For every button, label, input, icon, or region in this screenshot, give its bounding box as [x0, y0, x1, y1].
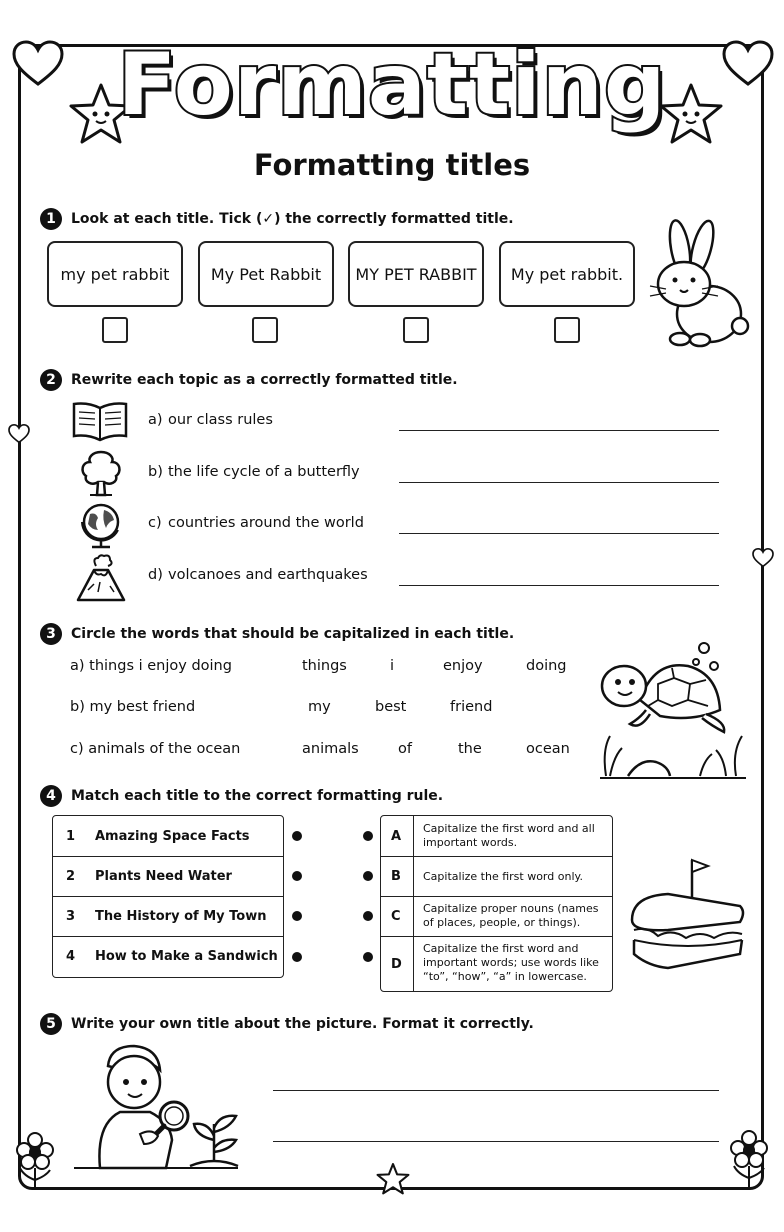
rabbit-icon: [644, 214, 748, 348]
circle-word[interactable]: i: [390, 658, 395, 674]
table-row: [381, 896, 612, 937]
circle-word[interactable]: doing: [526, 658, 567, 674]
turtle-icon: [596, 640, 746, 782]
volcano-icon: [74, 552, 128, 604]
tick-box[interactable]: [252, 317, 278, 343]
title-option: My Pet Rabbit: [198, 241, 334, 307]
section-number: 4: [40, 785, 62, 807]
topic-text: the life cycle of a butterfly: [168, 464, 360, 480]
match-number: 1: [66, 829, 76, 844]
match-dot[interactable]: [292, 871, 302, 881]
topic-text: countries around the world: [168, 515, 364, 531]
section-instruction: Match each title to the correct formatting rule.: [71, 788, 444, 804]
section-instruction: Circle the words that should be capitalized in each title.: [71, 626, 515, 642]
section-instruction: Write your own title about the picture. Format it correctly.: [71, 1016, 534, 1032]
section-number: 1: [40, 208, 62, 230]
tree-icon: [78, 448, 124, 498]
match-title: Plants Need Water: [95, 869, 232, 884]
match-dot[interactable]: [363, 952, 373, 962]
tick-box[interactable]: [102, 317, 128, 343]
circle-title: b) my best friend: [70, 699, 196, 715]
topic-label: b): [148, 464, 163, 480]
match-number: 3: [66, 909, 76, 924]
heart-icon: [8, 424, 30, 444]
match-dot[interactable]: [292, 911, 302, 921]
globe-icon: [78, 500, 124, 552]
write-title-line[interactable]: [273, 1090, 719, 1091]
table-row: [53, 896, 283, 937]
child-with-magnifier-illustration: [70, 1040, 242, 1172]
match-rule: Capitalize the first word and important words; use words like “to”, “how”, “a” in lowercase.: [423, 942, 599, 983]
section-instruction: Rewrite each topic as a correctly formatted title.: [71, 372, 458, 388]
topic-text: volcanoes and earthquakes: [168, 567, 368, 583]
table-row: [53, 936, 283, 977]
match-dot[interactable]: [292, 952, 302, 962]
table-row: [381, 816, 612, 857]
match-rule: Capitalize proper nouns (names of places, people, or things).: [423, 902, 599, 929]
circle-word[interactable]: animals: [302, 741, 359, 757]
circle-word[interactable]: things: [302, 658, 347, 674]
circle-word[interactable]: friend: [450, 699, 493, 715]
match-number: 4: [66, 949, 76, 964]
title-option: MY PET RABBIT: [348, 241, 484, 307]
circle-word[interactable]: best: [375, 699, 407, 715]
section-instruction: Look at each title. Tick (✓) the correctly formatted title.: [71, 211, 514, 227]
worksheet-title: Formatting: [117, 35, 667, 135]
book-icon: [70, 400, 130, 442]
sandwich-icon: [628, 856, 748, 976]
worksheet-subtitle: Formatting titles: [253, 148, 531, 182]
title-option: my pet rabbit: [47, 241, 183, 307]
circle-title: c) animals of the ocean: [70, 741, 241, 757]
match-letter: A: [391, 829, 402, 844]
match-rule: Capitalize the first word and all important words.: [423, 822, 595, 849]
match-dot[interactable]: [363, 911, 373, 921]
titles-table: [52, 815, 284, 978]
topic-label: c): [148, 515, 162, 531]
flower-icon: [14, 1130, 56, 1192]
table-row: [53, 856, 283, 897]
match-dot[interactable]: [363, 831, 373, 841]
flower-icon: [728, 1128, 770, 1190]
match-title: Amazing Space Facts: [95, 829, 250, 844]
title-option: My pet rabbit.: [499, 241, 635, 307]
match-rule: Capitalize the first word only.: [423, 870, 583, 883]
circle-word[interactable]: the: [458, 741, 482, 757]
match-title: How to Make a Sandwich: [95, 949, 278, 964]
match-title: The History of My Town: [95, 909, 267, 924]
match-letter: C: [391, 909, 401, 924]
section-number: 3: [40, 623, 62, 645]
tick-box[interactable]: [403, 317, 429, 343]
tick-box[interactable]: [554, 317, 580, 343]
circle-word[interactable]: enjoy: [443, 658, 483, 674]
answer-line[interactable]: [399, 430, 719, 431]
topic-label: d): [148, 567, 163, 583]
answer-line[interactable]: [399, 482, 719, 483]
table-row: [53, 816, 283, 857]
match-number: 2: [66, 869, 76, 884]
answer-line[interactable]: [399, 585, 719, 586]
section-number: 2: [40, 369, 62, 391]
match-letter: D: [391, 957, 402, 972]
write-title-line[interactable]: [273, 1141, 719, 1142]
circle-word[interactable]: my: [308, 699, 331, 715]
match-letter: B: [391, 869, 401, 884]
section-number: 5: [40, 1013, 62, 1035]
heart-icon: [752, 548, 774, 568]
table-row: [381, 936, 612, 991]
answer-line[interactable]: [399, 533, 719, 534]
circle-title: a) things i enjoy doing: [70, 658, 232, 674]
topic-label: a): [148, 412, 163, 428]
circle-word[interactable]: of: [398, 741, 412, 757]
circle-word[interactable]: ocean: [526, 741, 570, 757]
match-dot[interactable]: [292, 831, 302, 841]
table-row: [381, 856, 612, 897]
star-icon: [376, 1162, 410, 1196]
rules-table: [380, 815, 613, 992]
topic-text: our class rules: [168, 412, 273, 428]
match-dot[interactable]: [363, 871, 373, 881]
